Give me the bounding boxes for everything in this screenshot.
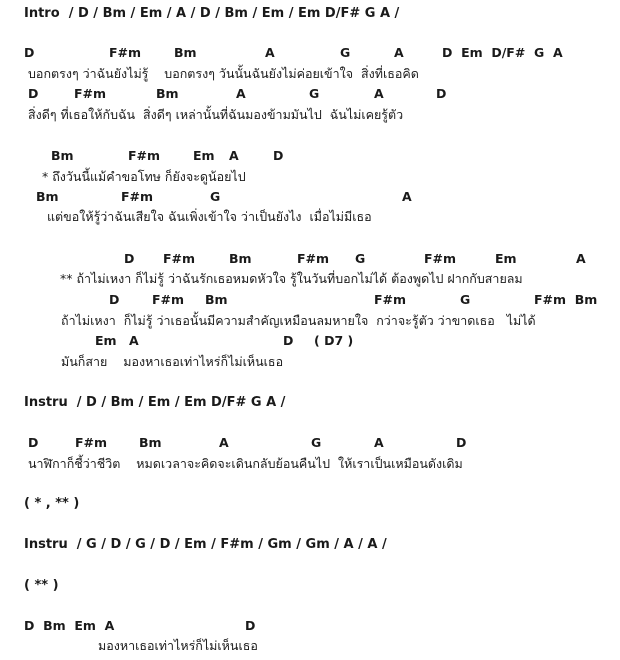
lyric-line: บอกตรงๆ ว่าฉันยังไม่รู้ บอกตรงๆ วันนั้นฉันยังไม่ค่อยเข้าใจ สิ่งที่เธอคิด (28, 66, 419, 81)
chord: F#m (424, 251, 457, 266)
chord: D (245, 618, 256, 633)
chord: F#m (374, 292, 407, 307)
chord: Bm (229, 251, 252, 266)
chord: F#m (121, 189, 154, 204)
chord: A (265, 45, 275, 60)
chord: A (219, 435, 229, 450)
lyric-line: สิ่งดีๆ ที่เธอให้กับฉัน สิ่งดีๆ เหล่านั้นที่ฉันมองข้ามมันไป ฉันไม่เคยรู้ตัว (28, 107, 404, 122)
chord: A (129, 333, 139, 348)
chord: A (374, 435, 384, 450)
lyric-line: ถ้าไม่เหงา ก็ไม่รู้ ว่าเธอนั้นมีความสำคัญเหมือนลมหายใจ กว่าจะรู้ตัว ว่าขาดเธอ ไม่ได้ (61, 313, 536, 328)
chord: F#m (128, 148, 161, 163)
chord: D Bm Em A (24, 618, 115, 633)
chord: G (355, 251, 366, 266)
chord: Bm (156, 86, 179, 101)
chord: Bm (174, 45, 197, 60)
chord: F#m (297, 251, 330, 266)
chord: A (374, 86, 384, 101)
chord: Em (495, 251, 517, 266)
repeat-marker: ( * , ** ) (24, 496, 80, 511)
chord: D (436, 86, 447, 101)
chord: ( D7 ) (314, 333, 354, 348)
instrumental-line: Instru / D / Bm / Em / Em D/F# G A / (24, 395, 286, 410)
lyric-line: ** ถ้าไม่เหงา ก็ไม่รู้ ว่าฉันรักเธอหมดหัวใจ รู้ในวันที่บอกไม่ได้ ต้องพูดไป ฝากกับสายลม (60, 271, 523, 286)
chord: A (576, 251, 586, 266)
chord: F#m (74, 86, 107, 101)
chord: D (24, 45, 35, 60)
chord: F#m (163, 251, 196, 266)
repeat-marker: ( ** ) (24, 578, 59, 593)
chord: A (229, 148, 239, 163)
chord: D (28, 86, 39, 101)
chord: F#m (75, 435, 108, 450)
lyric-line: นาฬิกาก็ชี้ว่าชีวิต หมดเวลาจะคิดจะเดินกลับย้อนคืนไป ให้เราเป็นเหมือนดังเดิม (28, 456, 463, 471)
chord: D (283, 333, 294, 348)
chord: D (273, 148, 284, 163)
chord: F#m (152, 292, 185, 307)
chord: A (236, 86, 246, 101)
chord: A (402, 189, 412, 204)
chord: A (394, 45, 404, 60)
chord: G (309, 86, 320, 101)
chord: Bm (139, 435, 162, 450)
chord: F#m (109, 45, 142, 60)
lyric-line: มันก็สาย มองหาเธอเท่าไหร่ก็ไม่เห็นเธอ (61, 354, 284, 369)
chord: Em (193, 148, 215, 163)
lyric-line: แต่ขอให้รู้ว่าฉันเสียใจ ฉันเพิ่งเข้าใจ ว่าเป็นยังไง เมื่อไม่มีเธอ (47, 209, 372, 224)
chord: G (460, 292, 471, 307)
chord: F#m Bm (534, 292, 598, 307)
chord: D (28, 435, 39, 450)
chord: G (340, 45, 351, 60)
chord: D (456, 435, 467, 450)
chord: D Em D/F# G A (442, 45, 563, 60)
chord: D (109, 292, 120, 307)
chord: Bm (51, 148, 74, 163)
lyric-line: มองหาเธอเท่าไหร่ก็ไม่เห็นเธอ (98, 638, 258, 653)
chord: Bm (205, 292, 228, 307)
chord: G (210, 189, 221, 204)
intro-line: Intro / D / Bm / Em / A / D / Bm / Em / Em D/F# G A / (24, 6, 400, 21)
chord: D (124, 251, 135, 266)
instrumental-line: Instru / G / D / G / D / Em / F#m / Gm / Gm / A / A / (24, 537, 387, 552)
chord: Bm (36, 189, 59, 204)
chord: Em (95, 333, 117, 348)
lyric-line: * ถึงวันนี้แม้คำขอโทษ ก็ยังจะดูน้อยไป (42, 169, 246, 184)
chord: G (311, 435, 322, 450)
